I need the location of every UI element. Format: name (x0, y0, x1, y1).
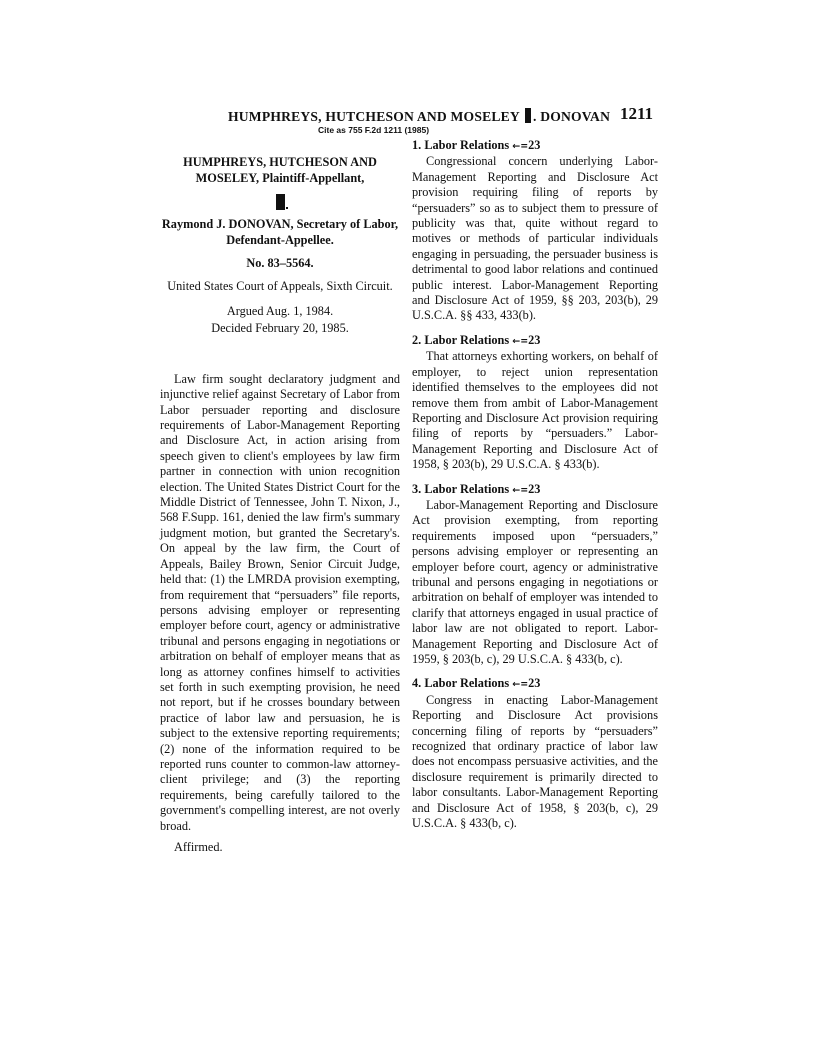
headnote-heading (412, 676, 658, 692)
headnote-heading (412, 482, 658, 498)
headnote-text: That attorneys exhorting workers, on behalf of employer, to reject union representation identified themselves to the employees did not remove them from ambit of Labor-Management Reporting and Disclosure Act provision requiring filing of reports by “persuaders.” Labor-Management Reporting and Disclosure Act of 1958, § 203(b), 29 U.S.C.A. § 433(b). (412, 349, 658, 472)
headnote-topic: Labor Relations (424, 332, 510, 347)
headnote (412, 138, 658, 324)
decided-date: Decided February 20, 1985. (211, 320, 349, 335)
key-number: 23 (528, 676, 541, 691)
defendant-caption: Raymond J. DONOVAN, Secretary of Labor, Defendant-Appellee. (161, 217, 399, 247)
page-number: 1211 (620, 104, 654, 123)
citation-line: Cite as 755 F.2d 1211 (1985) (318, 125, 430, 135)
court-name: United States Court of Appeals, Sixth Circuit. (167, 279, 393, 294)
key-number: 23 (528, 332, 541, 347)
key-number-icon: ←= (512, 484, 529, 496)
key-number: 23 (528, 138, 541, 152)
right-column (412, 138, 658, 840)
headnote-number: 2. (412, 332, 422, 347)
running-title-right: . DONOVAN (533, 109, 611, 124)
running-title-left: HUMPHREYS, HUTCHESON AND MOSELEY (228, 109, 520, 124)
headnote-topic: Labor Relations (424, 676, 510, 691)
headnote (412, 333, 658, 473)
headnote-topic: Labor Relations (424, 138, 510, 152)
headnote (412, 482, 658, 668)
key-number-icon: ←= (512, 335, 529, 347)
disposition: Affirmed. (174, 840, 223, 854)
case-summary: Law firm sought declaratory judgment and injunctive relief against Secretary of Labor from Labor persuader reporting and disclosure requirements of Labor-Management Reporting and Disclosure Act, in action arising from speech given to client's employees by law firm partner in connection with union recognition election. The United States District Court for the Middle District of Tennessee, John T. Nixon, J., 568 F.Supp. 161, denied the law firm's summary judgment motion, but granted the Secretary's. On appeal by the law firm, the Court of Appeals, Bailey Brown, Senior Circuit Judge, held that: (1) the LMRDA provision exempting, from requirement that “persuaders” file reports, persons advising employer or representing employer before court, agency or administrative tribunal and persons engaging in negotiations or arbitration on behalf of employer means that as long as attorney confines himself to activities set forth in such exempting provision, he need not report, but if he crosses boundary between practice of labor law and persuasion, he is subject to the extensive reporting requirements; (2) none of the information required to be reported runs counter to common-law attorney-client privilege; and (3) the reporting requirements, being carefully tailored to the government's compelling interest, are not overly broad. (160, 371, 400, 833)
headnote-number: 3. (412, 481, 422, 496)
key-number: 23 (528, 481, 541, 496)
key-number-icon: ←= (512, 679, 529, 691)
headnote-topic: Labor Relations (424, 481, 510, 496)
argued-date: Argued Aug. 1, 1984. (226, 303, 334, 318)
headnote-heading (412, 333, 658, 349)
versus-block (276, 194, 285, 210)
key-number-icon: ←= (512, 141, 529, 152)
headnote (412, 676, 658, 831)
headnote-text: Congress in enacting Labor-Management Reporting and Disclosure Act provisions concerning filing of reports by “persuaders” recognized that ordinary practice of labor law does not encompass persuasive activities, and the disclosure requirement is primarily directed to labor consultants. Labor-Management Reporting and Disclosure Act of 1958, § 203(b, c), 29 U.S.C.A. § 433(b, c). (412, 692, 658, 831)
headnote-text: Labor-Management Reporting and Disclosure Act provision exempting, from reporting requirements imposed upon “persuaders,” persons advising employer or representing an employer before court, agency or administrative tribunal and persons engaging in negotiations or arbitration on behalf of employer was intended to clarify that attorneys engaged in usual practice of labor law are not obligated to report. Labor-Management Reporting and Disclosure Act of 1959, § 203(b, c), 29 U.S.C.A. § 433(b, c). (412, 497, 658, 666)
versus-mark (525, 108, 531, 123)
headnote-heading (412, 138, 658, 154)
case-number: No. 83–5564. (246, 256, 314, 270)
running-head (228, 108, 658, 125)
plaintiff-caption: HUMPHREYS, HUTCHESON AND MOSELEY, Plaintiff-Appellant, (183, 155, 377, 185)
hearing-dates (160, 303, 400, 337)
left-column (160, 154, 400, 855)
headnote-text: Congressional concern underlying Labor-Management Reporting and Disclosure Act provision requiring filing of reports by “persuaders” so as to subject them to pressure of publicity was that, quite without regard to motives or methods of particular individuals engaging in persuading, the persuader business is detrimental to good labor relations and continued public interest. Labor-Management Reporting and Disclosure Act of 1959, §§ 203, 203(b), 29 U.S.C.A. §§ 433, 433(b). (412, 154, 658, 323)
headnote-number: 1. (412, 138, 422, 152)
headnote-number: 4. (412, 676, 422, 691)
